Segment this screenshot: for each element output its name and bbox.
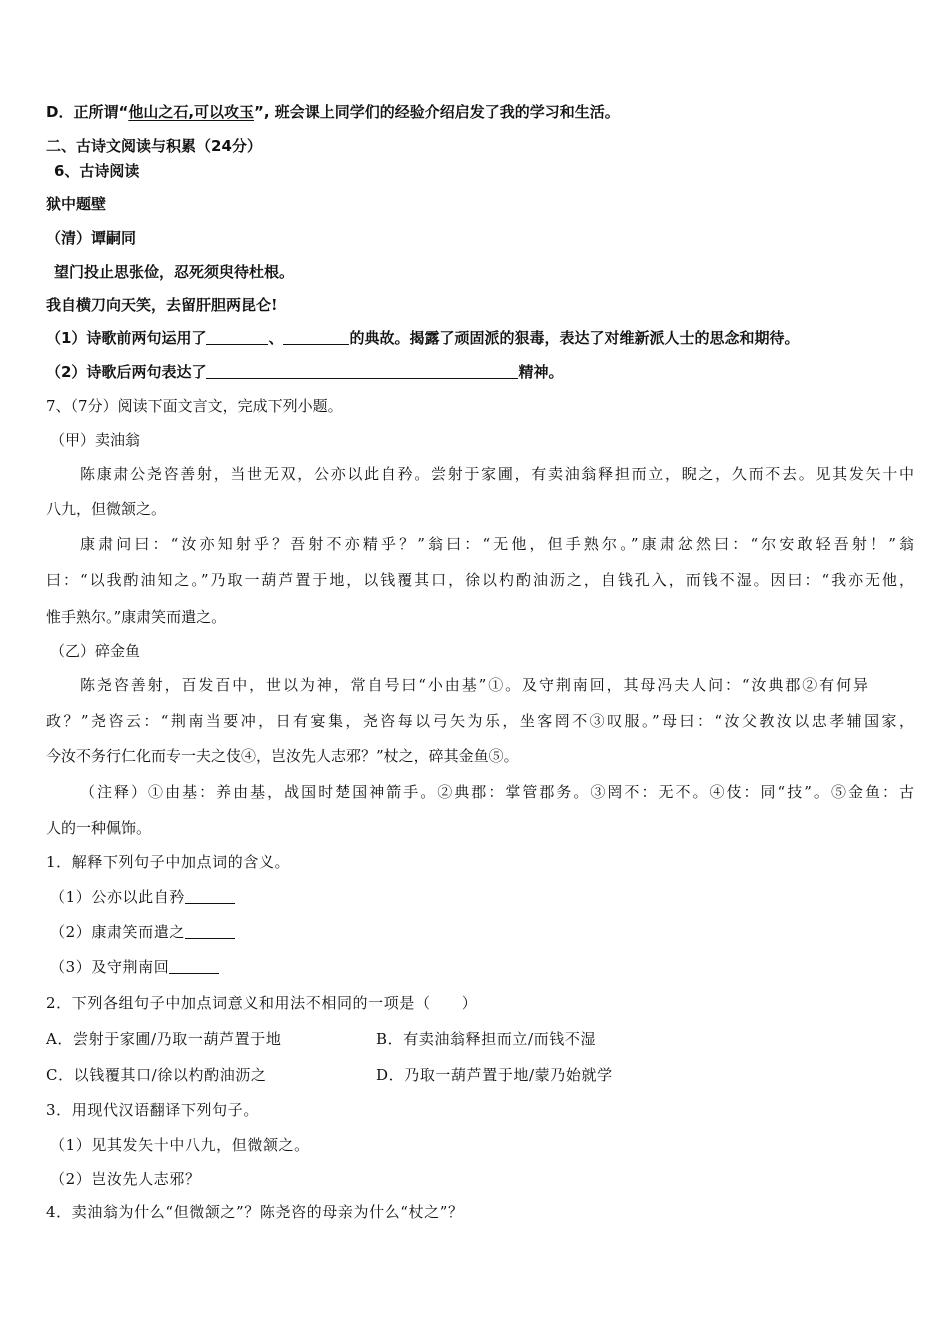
option-a: A．尝射于家圃/乃取一葫芦置于地: [46, 1030, 282, 1048]
answer-blank[interactable]: [185, 888, 235, 904]
passage-b-line: 政？”尧咨云：“荆南当要冲，日有宴集，尧咨每以弓矢为乐，坐客罔不③叹服。”母曰：“汝父教汝以忠孝辅国家，: [46, 712, 914, 730]
subquestion-3-item: （2）岂汝先人志邪？: [50, 1170, 201, 1188]
annotation-line: （注释）①由基：养由基，战国时楚国神箭手。②典郡：掌管郡务。③罔不：无不。④伎：同“技”。⑤金鱼：古: [80, 783, 914, 801]
passage-b-title: （乙）碎金鱼: [50, 642, 141, 660]
section-heading: 二、古诗文阅读与积累（24分）: [46, 137, 262, 155]
passage-a-line: 曰：“以我酌油知之。”乃取一葫芦置于地，以钱覆其口，徐以杓酌油沥之，自钱孔入，而钱不湿。因曰：“我亦无他，: [46, 571, 914, 589]
subquestion-2: 2．下列各组句子中加点词意义和用法不相同的一项是（ ）: [46, 994, 478, 1012]
option-d-suffix: ”, 班会课上同学们的经验介绍启发了我的学习和生活。: [254, 103, 620, 121]
question-6-2-text-b: 精神。: [518, 363, 564, 381]
question-6-heading: 6、古诗阅读: [54, 162, 140, 180]
answer-blank[interactable]: [206, 363, 518, 379]
poem-author: （清）谭嗣同: [46, 229, 137, 247]
poem-line-1: 望门投止思张俭，忍死须臾待杜根。: [54, 263, 295, 281]
passage-b-line: 陈尧咨善射，百发百中，世以为神，常自号曰“小由基”①。及守荆南回，其母冯夫人问：“汝典郡②有何异: [80, 676, 868, 694]
answer-blank[interactable]: [185, 923, 235, 939]
passage-b-line: 今汝不务行仁化而专一夫之伎④，岂汝先人志邪？”杖之，碎其金鱼⑤。: [46, 747, 519, 765]
question-6-2: [46, 362, 914, 382]
answer-blank[interactable]: [283, 329, 349, 345]
subquestion-4: 4．卖油翁为什么“但微颔之”？陈尧咨的母亲为什么“杖之”？: [46, 1203, 464, 1221]
subquestion-1-item-text: （2）康肃笑而遣之: [50, 923, 185, 941]
passage-a-line: 八九，但微颔之。: [46, 500, 167, 518]
option-d-quote: 他山之石,可以攻玉: [128, 103, 255, 121]
passage-a-line: 惟手熟尔。”康肃笑而遣之。: [46, 608, 227, 626]
subquestion-3-item: （1）见其发矢十中八九，但微颔之。: [50, 1136, 310, 1154]
subquestion-1-item: [50, 887, 918, 907]
annotation-line: 人的一种佩饰。: [46, 819, 152, 837]
option-d-prefix: D．正所谓“: [46, 103, 129, 121]
subquestion-1-item-text: （1）公亦以此自矜: [50, 888, 185, 906]
subquestion-1-item: [50, 922, 918, 942]
option-row: [46, 1065, 914, 1085]
option-d: D．乃取一葫芦置于地/蒙乃始就学: [376, 1066, 613, 1084]
option-d-line: [46, 102, 914, 122]
subquestion-1-item-text: （3）及守荆南回: [50, 958, 170, 976]
question-6-1: [46, 328, 914, 348]
subquestion-1-item: [50, 957, 918, 977]
question-6-1-text-b: 的典故。揭露了顽固派的狠毒，表达了对维新派人士的思念和期待。: [349, 329, 800, 347]
poem-line-2: 我自横刀向天笑，去留肝胆两昆仑!: [46, 296, 278, 314]
option-c: C．以钱覆其口/徐以杓酌油沥之: [46, 1066, 267, 1084]
option-b: B．有卖油翁释担而立/而钱不湿: [376, 1030, 597, 1048]
question-6-2-text-a: （2）诗歌后两句表达了: [46, 363, 207, 381]
answer-blank[interactable]: [169, 958, 219, 974]
option-row: [46, 1029, 914, 1049]
passage-a-line: 康肃问曰：“汝亦知射乎？吾射不亦精乎？”翁曰：“无他，但手熟尔。”康肃忿然曰：“尔安敢轻吾射！”翁: [80, 535, 914, 553]
answer-blank[interactable]: [206, 329, 268, 345]
question-6-1-sep: 、: [268, 329, 284, 347]
subquestion-3: 3．用现代汉语翻译下列句子。: [46, 1101, 259, 1119]
question-7-heading: 7、（7分）阅读下面文言文，完成下列小题。: [46, 397, 343, 415]
poem-title: 狱中题壁: [46, 195, 107, 213]
question-6-1-text-a: （1）诗歌前两句运用了: [46, 329, 207, 347]
passage-a-line: 陈康肃公尧咨善射，当世无双，公亦以此自矜。尝射于家圃，有卖油翁释担而立，睨之，久而不去。见其发矢十中: [80, 465, 914, 483]
subquestion-1: 1．解释下列句子中加点词的含义。: [46, 853, 291, 871]
passage-a-title: （甲）卖油翁: [50, 431, 141, 449]
